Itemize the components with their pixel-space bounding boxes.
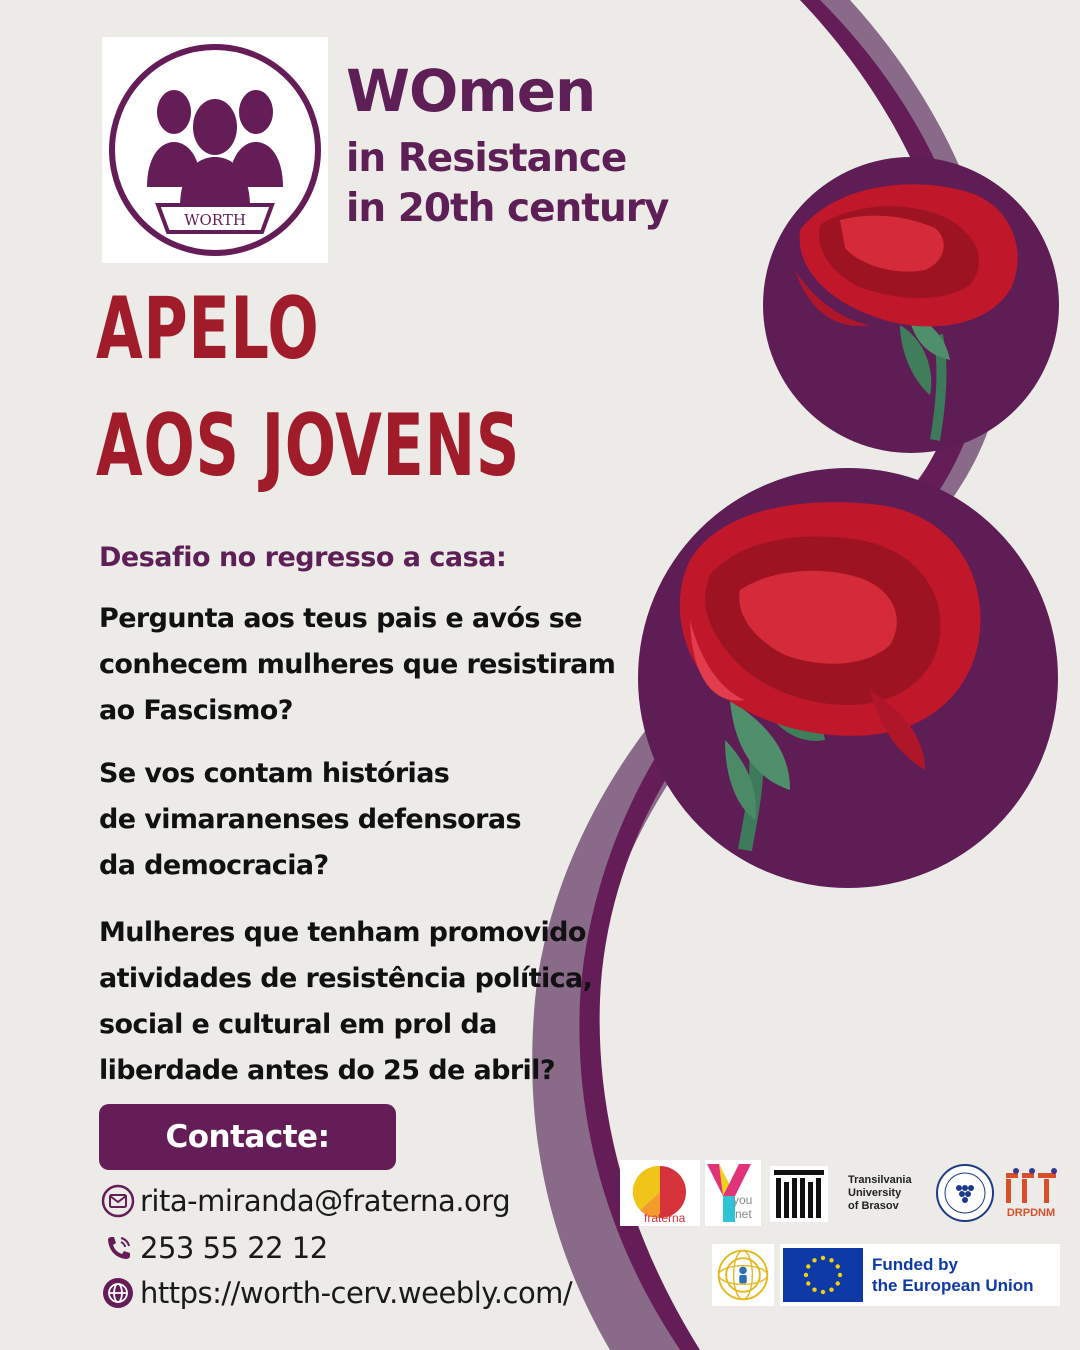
transilvania-line-1: Transilvania [848, 1173, 912, 1186]
eu-star [806, 1264, 810, 1268]
project-subtitle-line-2: in 20th century [346, 186, 669, 231]
drpdnm-label: DRPDNM [1006, 1207, 1056, 1219]
fraterna-label: fraterna [644, 1211, 686, 1225]
younet-label-1: you [733, 1193, 753, 1207]
eu-text-line-2: the European Union [872, 1276, 1034, 1295]
eu-star [836, 1281, 840, 1285]
phone-contact[interactable] [100, 1230, 328, 1266]
eu-star [836, 1264, 840, 1268]
logo-text: WORTH [184, 211, 246, 229]
challenge-subtitle: Desafio no regresso a casa: [99, 542, 507, 573]
globe-icon [100, 1275, 136, 1311]
eu-star [838, 1273, 842, 1277]
eu-star [812, 1288, 816, 1292]
university-emblem-logo [770, 1160, 828, 1226]
transilvania-line-2: University [848, 1186, 902, 1199]
email-icon [100, 1183, 136, 1219]
paragraph-line: conhecem mulheres que resistiram [99, 649, 616, 680]
drpdnm-logo [1000, 1160, 1062, 1226]
question-paragraph-1 [99, 596, 615, 734]
eu-star [829, 1258, 833, 1262]
phone-number[interactable]: 253 55 22 12 [140, 1231, 328, 1265]
worth-logo [102, 37, 328, 263]
question-paragraph-3 [99, 910, 592, 1094]
question-paragraph-2 [99, 751, 521, 889]
email-contact[interactable] [100, 1183, 510, 1219]
contact-button[interactable]: Contacte: [99, 1104, 396, 1170]
eu-flag-icon [783, 1248, 863, 1302]
transilvania-line-3: of Brasov [848, 1199, 899, 1212]
project-subtitle-line-1: in Resistance [346, 136, 627, 181]
eu-text-line-1: Funded by [872, 1255, 958, 1274]
federation-seal-logo [934, 1160, 996, 1226]
eu-star [829, 1288, 833, 1292]
paragraph-line: da democracia? [99, 850, 329, 881]
fraterna-logo [620, 1160, 700, 1226]
funding-logos [712, 1244, 1062, 1306]
website-link[interactable]: https://worth-cerv.weebly.com/ [140, 1276, 573, 1310]
paragraph-line: Pergunta aos teus pais e avós se [99, 603, 582, 634]
paragraph-line: Mulheres que tenham promovido [99, 917, 586, 948]
paragraph-line: de vimaranenses defensoras [99, 804, 521, 835]
headline-line-2: AOS JOVENS [96, 396, 521, 496]
eu-star [812, 1258, 816, 1262]
younet-logo [705, 1160, 761, 1226]
eu-star [821, 1256, 825, 1260]
partner-logos [620, 1160, 1062, 1226]
eu-star [804, 1273, 808, 1277]
gold-circle-logo [712, 1244, 774, 1306]
younet-label-2: net [735, 1207, 752, 1221]
headline-line-1: APELO [96, 279, 320, 379]
eu-star [821, 1290, 825, 1294]
project-title: WOmen [346, 57, 596, 125]
paragraph-line: atividades de resistência política, [99, 963, 593, 994]
paragraph-line: ao Fascismo? [99, 695, 293, 726]
phone-icon [100, 1230, 136, 1266]
paragraph-line: social e cultural em prol da [99, 1009, 497, 1040]
transilvania-university-logo [848, 1160, 934, 1226]
website-contact[interactable] [100, 1275, 572, 1311]
eu-funding-badge [780, 1244, 1060, 1306]
paragraph-line: liberdade antes do 25 de abril? [99, 1055, 555, 1086]
eu-star [806, 1281, 810, 1285]
paragraph-line: Se vos contam histórias [99, 758, 450, 789]
email-link[interactable]: rita-miranda@fraterna.org [140, 1184, 511, 1218]
